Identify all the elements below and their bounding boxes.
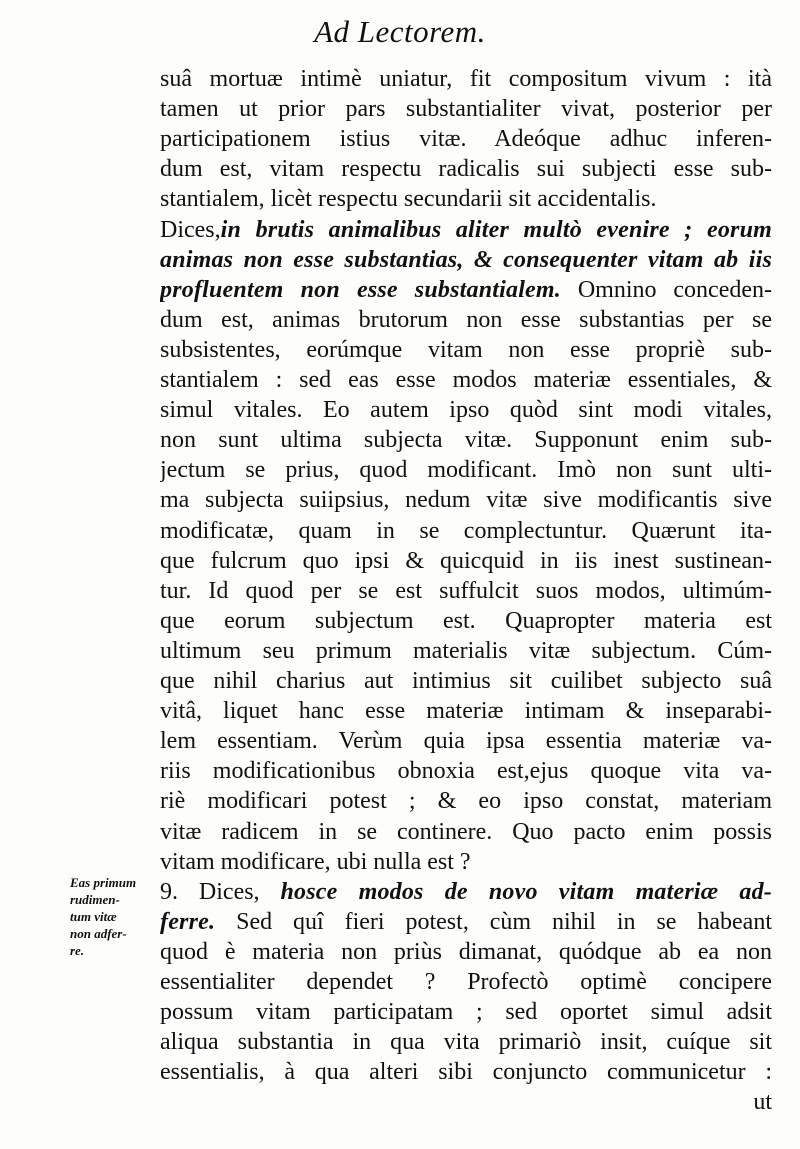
text-line xyxy=(160,756,772,786)
text-segment: Omnino conceden- xyxy=(560,277,772,303)
italic-segment: in brutis animalibus aliter multò evenire ; eorum xyxy=(220,217,772,243)
text-line xyxy=(160,94,772,124)
text-line xyxy=(160,365,772,395)
text-segment: quod è materia non priùs dimanat, quódque ab ea non xyxy=(160,939,772,965)
text-line xyxy=(160,937,772,967)
text-segment: simul vitales. Eo autem ipso quòd sint modi vitales, xyxy=(160,397,772,423)
italic-segment: profluentem non esse substantialem. xyxy=(160,277,561,303)
text-segment: lem essentiam. Verùm quia ipsa essentia materiæ va- xyxy=(160,728,772,754)
margin-note-line: Eas primum xyxy=(70,875,137,890)
italic-segment: animas non esse substantias, & consequenter vitam ab iis xyxy=(160,247,772,273)
text-segment: Sed quî fieri potest, cùm nihil in se habeant xyxy=(215,909,772,935)
text-line xyxy=(160,726,772,756)
text-line xyxy=(160,516,772,546)
text-segment: jectum se prius, quod modificant. Imò non sunt ulti- xyxy=(160,457,772,483)
text-line xyxy=(160,817,772,847)
text-line xyxy=(160,154,772,184)
text-line xyxy=(160,124,772,154)
text-line xyxy=(160,1057,772,1087)
text-segment: que eorum subjectum est. Quapropter materia est xyxy=(160,608,772,634)
text-line xyxy=(160,64,772,94)
text-line xyxy=(160,786,772,816)
text-line xyxy=(160,847,772,877)
text-segment: vitam modificare, ubi nulla est ? xyxy=(160,849,471,875)
page-header: Ad Lectorem. xyxy=(314,14,486,49)
text-segment: essentialis, à qua alteri sibi conjuncto communicetur : xyxy=(160,1059,772,1085)
text-segment: que nihil charius aut intimius sit cuilibet subjecto suâ xyxy=(160,668,772,694)
text-segment: Dices, xyxy=(160,217,221,243)
text-line xyxy=(160,606,772,636)
margin-note xyxy=(70,874,160,959)
text-segment: tamen ut prior pars substantialiter vivat, posterior per xyxy=(160,96,772,122)
text-line xyxy=(160,907,772,937)
text-segment: ma subjecta suiipsius, nedum vitæ sive modificantis sive xyxy=(160,487,772,513)
text-segment: vitâ, liquet hanc esse materiæ intimam & inseparabi- xyxy=(160,698,772,724)
text-line xyxy=(160,636,772,666)
text-segment: aliqua substantia in qua vita primariò insit, cuíque sit xyxy=(160,1029,772,1055)
text-line xyxy=(160,425,772,455)
text-segment: riè modificari potest ; & eo ipso constat, materiam xyxy=(160,788,772,814)
text-segment: tur. Id quod per se est suffulcit suos modos, ultimúm- xyxy=(160,578,772,604)
text-line xyxy=(160,1027,772,1057)
margin-note-line: re. xyxy=(70,943,85,958)
text-segment: riis modificationibus obnoxia est,ejus quoque vita va- xyxy=(160,758,772,784)
text-segment: non sunt ultima subjecta vitæ. Supponunt enim sub- xyxy=(160,427,772,453)
italic-segment: ferre. xyxy=(160,909,216,935)
text-line xyxy=(160,245,772,275)
margin-note-line: rudimen- xyxy=(70,892,120,907)
text-line xyxy=(160,877,772,907)
text-segment: 9. Dices, xyxy=(160,879,281,905)
text-segment: stantialem : sed eas esse modos materiæ essentiales, & xyxy=(160,367,772,393)
text-segment: vitæ radicem in se continere. Quo pacto enim possis xyxy=(160,819,772,845)
margin-note-line: non adfer- xyxy=(70,926,127,941)
text-line xyxy=(160,696,772,726)
text-line xyxy=(160,395,772,425)
text-line xyxy=(160,666,772,696)
text-line xyxy=(160,184,772,214)
text-line xyxy=(160,997,772,1027)
text-segment: dum est, vitam respectu radicalis sui subjecti esse sub- xyxy=(160,156,772,182)
text-line xyxy=(160,335,772,365)
italic-segment: hosce modos de novo vitam materiæ ad- xyxy=(280,879,772,905)
text-segment: que fulcrum quo ipsi & quicquid in iis inest sustinean- xyxy=(160,548,772,574)
text-segment: participationem istius vitæ. Adeóque adhuc inferen- xyxy=(160,126,772,152)
text-line xyxy=(160,455,772,485)
text-line xyxy=(160,305,772,335)
text-segment: subsistentes, eorúmque vitam non esse propriè sub- xyxy=(160,337,772,363)
text-line xyxy=(160,215,772,245)
text-line xyxy=(160,485,772,515)
text-line xyxy=(160,546,772,576)
text-segment: ultimum seu primum materialis vitæ subjectum. Cúm- xyxy=(160,638,772,664)
text-segment: essentialiter dependet ? Profectò optimè concipere xyxy=(160,969,772,995)
text-line xyxy=(160,275,772,305)
text-segment: dum est, animas brutorum non esse substantias per se xyxy=(160,307,772,333)
text-segment: possum vitam participatam ; sed oportet simul adsit xyxy=(160,999,772,1025)
text-line xyxy=(160,967,772,997)
margin-note-line: tum vitæ xyxy=(70,909,117,924)
text-segment: suâ mortuæ intimè uniatur, fit compositum vivum : ità xyxy=(160,66,772,92)
text-line xyxy=(160,576,772,606)
catchword: ut xyxy=(753,1089,772,1115)
text-segment: modificatæ, quam in se complectuntur. Quærunt ita- xyxy=(160,518,772,544)
text-segment: stantialem, licèt respectu secundarii sit accidentalis. xyxy=(160,186,657,212)
